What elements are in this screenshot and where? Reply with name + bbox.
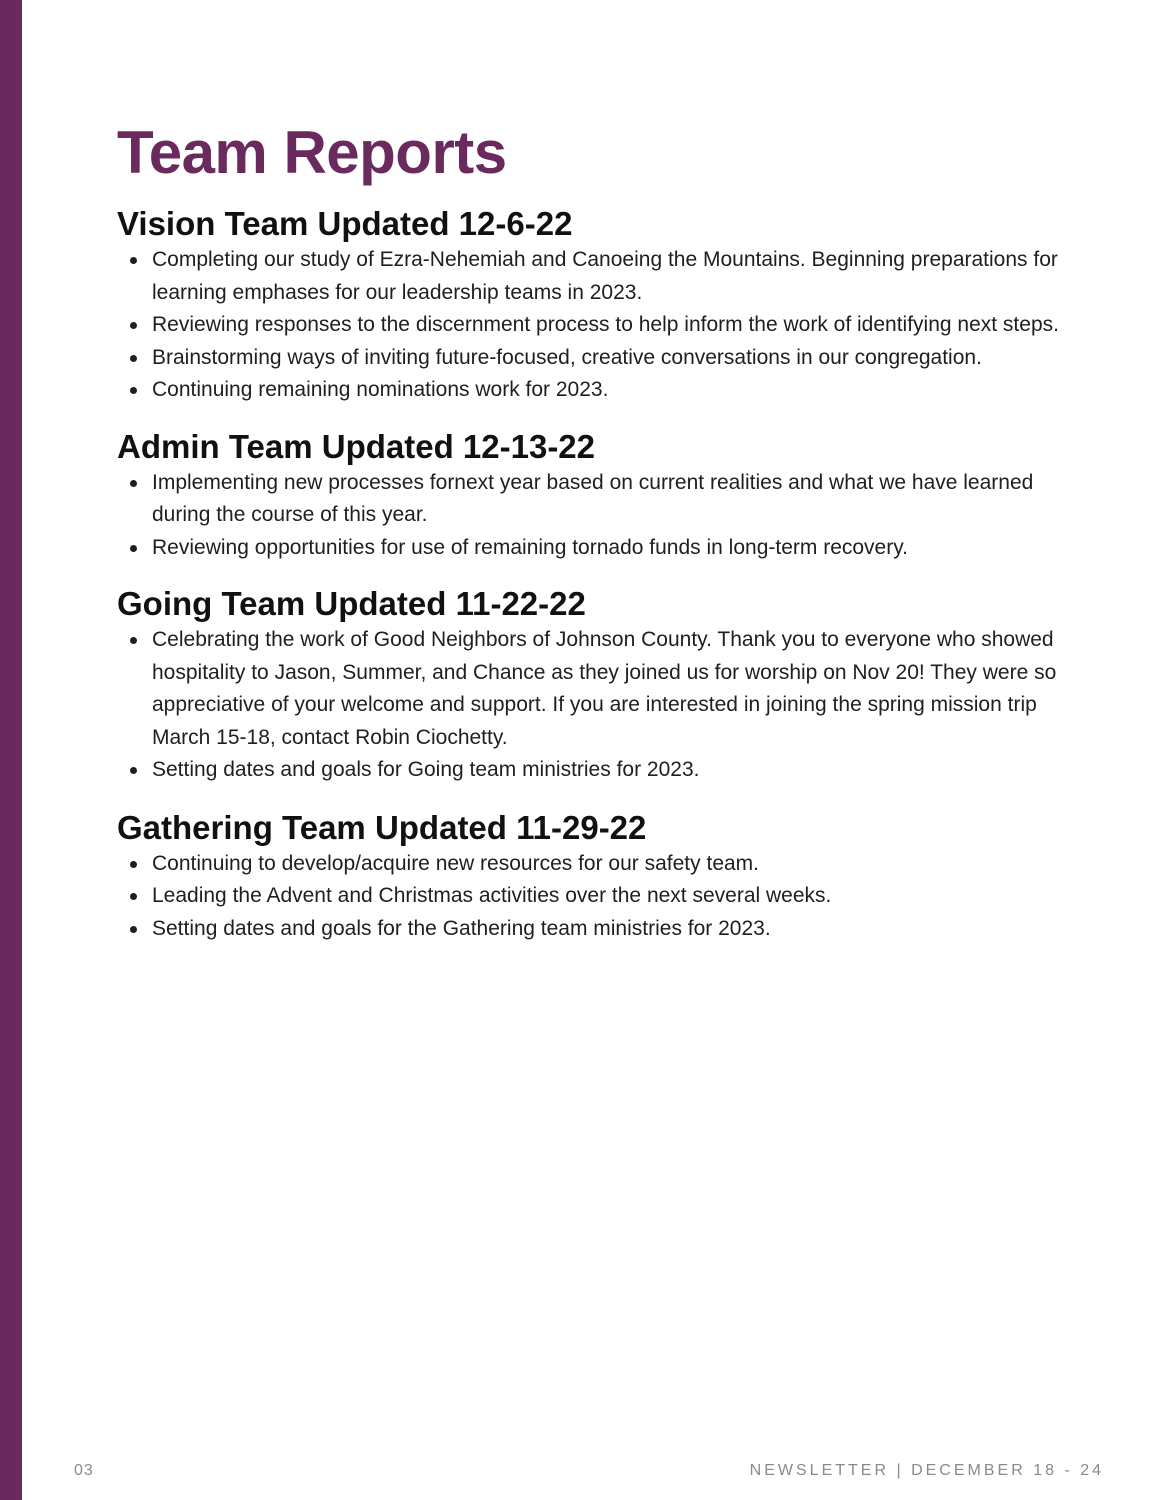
vision-team-section <box>117 204 1077 407</box>
list-item: Reviewing opportunities for use of remaining tornado funds in long-term recovery. <box>117 532 1077 565</box>
gathering-team-section <box>117 808 1077 946</box>
bullet-list <box>117 624 1077 787</box>
list-item: Setting dates and goals for Going team ministries for 2023. <box>117 754 1077 787</box>
publication-footer: NEWSLETTER | DECEMBER 18 - 24 <box>749 1462 1104 1479</box>
list-item: Continuing to develop/acquire new resources for our safety team. <box>117 848 1077 881</box>
list-item: Leading the Advent and Christmas activities over the next several weeks. <box>117 880 1077 913</box>
section-heading: Going Team Updated 11-22-22 <box>117 585 586 622</box>
list-item: Setting dates and goals for the Gathering team ministries for 2023. <box>117 913 1077 946</box>
bullet-list <box>117 244 1077 407</box>
list-item: Completing our study of Ezra-Nehemiah and Canoeing the Mountains. Beginning preparations for learning emphases for our leadership teams in 2023. <box>117 244 1077 309</box>
list-item: Continuing remaining nominations work for 2023. <box>117 374 1077 407</box>
section-heading: Admin Team Updated 12-13-22 <box>117 427 596 465</box>
page-title: Team Reports <box>117 119 507 186</box>
bullet-list <box>117 467 1077 565</box>
list-item: Celebrating the work of Good Neighbors of Johnson County. Thank you to everyone who showed hospitality to Jason, Summer, and Chance as they joined us for worship on Nov 20! They were so appreciative of your welcome and support. If you are interested in joining the spring mission trip March 15-18, contact Robin Ciochetty. <box>117 624 1077 754</box>
list-item: Brainstorming ways of inviting future-focused, creative conversations in our congregation. <box>117 342 1077 375</box>
page-number: 03 <box>74 1462 94 1479</box>
admin-team-section <box>117 427 1077 565</box>
bullet-list <box>117 848 1077 946</box>
side-accent-bar <box>0 0 22 1500</box>
list-item: Implementing new processes fornext year based on current realities and what we have learned during the course of this year. <box>117 467 1077 532</box>
going-team-section <box>117 584 1077 787</box>
section-heading: Gathering Team Updated 11-29-22 <box>117 808 647 846</box>
section-heading: Vision Team Updated 12-6-22 <box>117 205 573 242</box>
list-item: Reviewing responses to the discernment process to help inform the work of identifying next steps. <box>117 309 1077 342</box>
page-content <box>117 118 1077 945</box>
